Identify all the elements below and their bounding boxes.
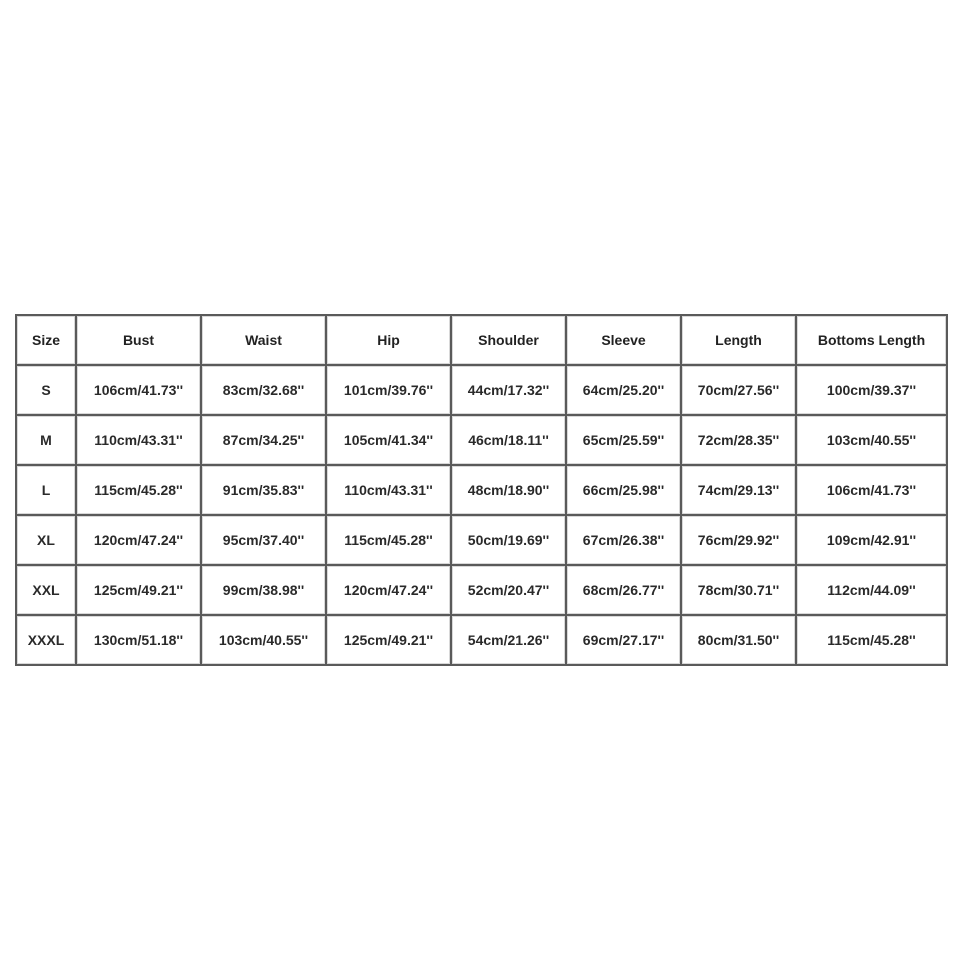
shoulder-cell: 50cm/19.69'' [452, 516, 567, 566]
size-cell: XXL [17, 566, 77, 616]
bust-cell: 110cm/43.31'' [77, 416, 202, 466]
bottoms-length-cell: 100cm/39.37'' [797, 366, 948, 416]
header-bottoms-length: Bottoms Length [797, 316, 948, 366]
sleeve-cell: 64cm/25.20'' [567, 366, 682, 416]
size-cell: XL [17, 516, 77, 566]
table-row [17, 466, 948, 516]
header-sleeve: Sleeve [567, 316, 682, 366]
bust-cell: 120cm/47.24'' [77, 516, 202, 566]
header-length: Length [682, 316, 797, 366]
table-row [17, 516, 948, 566]
bust-cell: 125cm/49.21'' [77, 566, 202, 616]
bottoms-length-cell: 112cm/44.09'' [797, 566, 948, 616]
length-cell: 76cm/29.92'' [682, 516, 797, 566]
size-cell: L [17, 466, 77, 516]
waist-cell: 103cm/40.55'' [202, 616, 327, 666]
bottoms-length-cell: 103cm/40.55'' [797, 416, 948, 466]
sleeve-cell: 67cm/26.38'' [567, 516, 682, 566]
header-shoulder: Shoulder [452, 316, 567, 366]
bottoms-length-cell: 109cm/42.91'' [797, 516, 948, 566]
waist-cell: 83cm/32.68'' [202, 366, 327, 416]
bottoms-length-cell: 115cm/45.28'' [797, 616, 948, 666]
waist-cell: 95cm/37.40'' [202, 516, 327, 566]
hip-cell: 120cm/47.24'' [327, 566, 452, 616]
header-bust: Bust [77, 316, 202, 366]
length-cell: 70cm/27.56'' [682, 366, 797, 416]
length-cell: 78cm/30.71'' [682, 566, 797, 616]
sleeve-cell: 68cm/26.77'' [567, 566, 682, 616]
table-row [17, 616, 948, 666]
length-cell: 80cm/31.50'' [682, 616, 797, 666]
length-cell: 72cm/28.35'' [682, 416, 797, 466]
waist-cell: 87cm/34.25'' [202, 416, 327, 466]
table-row [17, 566, 948, 616]
shoulder-cell: 46cm/18.11'' [452, 416, 567, 466]
sleeve-cell: 65cm/25.59'' [567, 416, 682, 466]
header-hip: Hip [327, 316, 452, 366]
shoulder-cell: 52cm/20.47'' [452, 566, 567, 616]
shoulder-cell: 48cm/18.90'' [452, 466, 567, 516]
length-cell: 74cm/29.13'' [682, 466, 797, 516]
hip-cell: 125cm/49.21'' [327, 616, 452, 666]
table-row [17, 416, 948, 466]
shoulder-cell: 44cm/17.32'' [452, 366, 567, 416]
bust-cell: 106cm/41.73'' [77, 366, 202, 416]
header-size: Size [17, 316, 77, 366]
size-cell: S [17, 366, 77, 416]
bust-cell: 115cm/45.28'' [77, 466, 202, 516]
sleeve-cell: 69cm/27.17'' [567, 616, 682, 666]
hip-cell: 101cm/39.76'' [327, 366, 452, 416]
shoulder-cell: 54cm/21.26'' [452, 616, 567, 666]
size-cell: XXXL [17, 616, 77, 666]
waist-cell: 91cm/35.83'' [202, 466, 327, 516]
waist-cell: 99cm/38.98'' [202, 566, 327, 616]
sleeve-cell: 66cm/25.98'' [567, 466, 682, 516]
table-row [17, 366, 948, 416]
hip-cell: 105cm/41.34'' [327, 416, 452, 466]
bust-cell: 130cm/51.18'' [77, 616, 202, 666]
table-header-row [17, 316, 948, 366]
size-chart-table [15, 314, 948, 666]
bottoms-length-cell: 106cm/41.73'' [797, 466, 948, 516]
hip-cell: 110cm/43.31'' [327, 466, 452, 516]
header-waist: Waist [202, 316, 327, 366]
hip-cell: 115cm/45.28'' [327, 516, 452, 566]
size-cell: M [17, 416, 77, 466]
